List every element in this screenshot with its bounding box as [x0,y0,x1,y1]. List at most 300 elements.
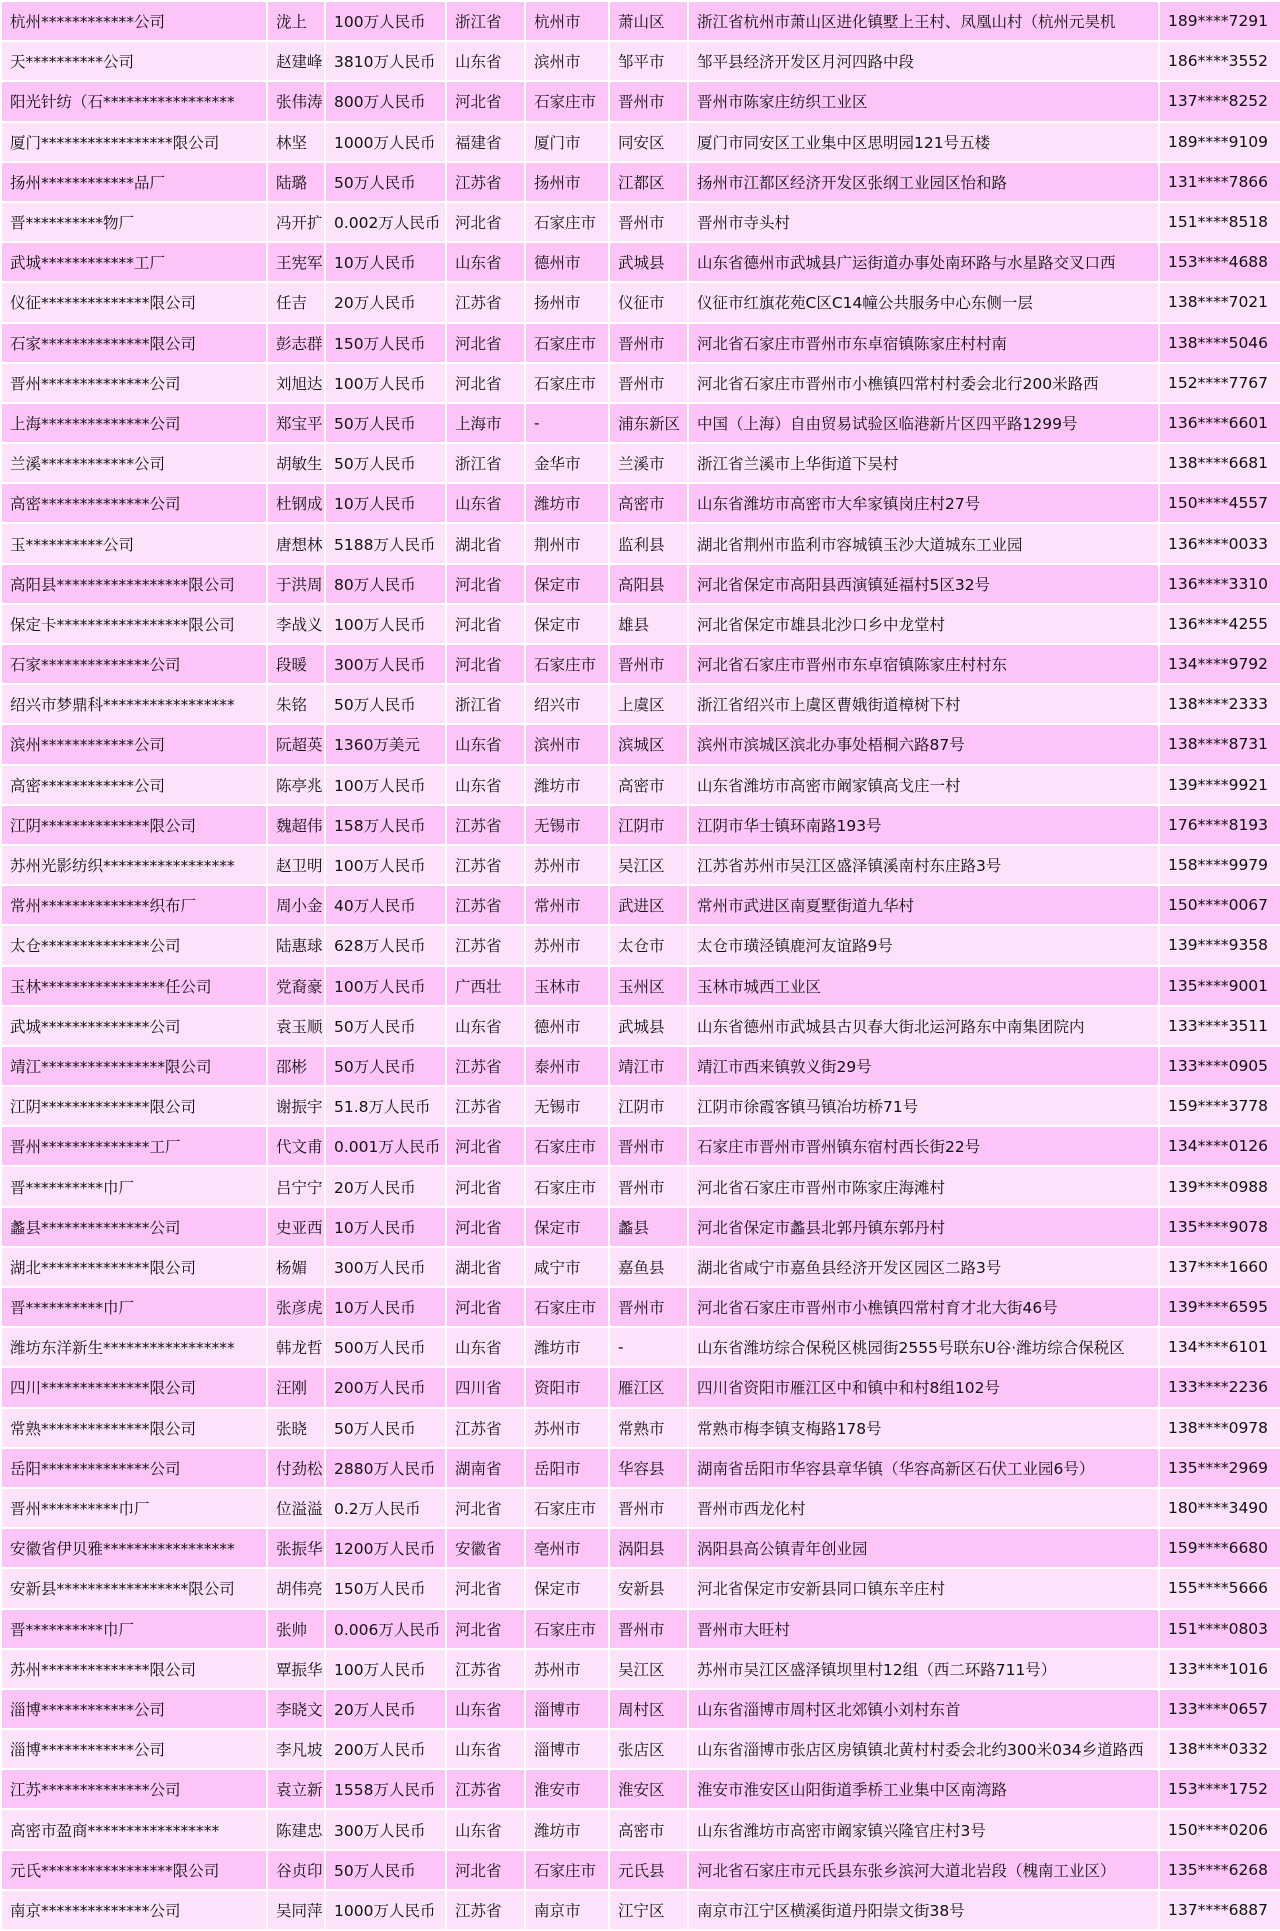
district-cell: 萧山区 [609,1,688,41]
contact-name-cell: 王宪军 [267,242,325,282]
district-cell: 高阳县 [609,564,688,604]
phone-cell: 134****6101 [1159,1327,1280,1367]
registered-capital-cell: 0.002万人民币 [325,202,446,242]
phone-cell: 138****0332 [1159,1729,1280,1769]
contact-name-cell: 张帅 [267,1609,325,1649]
company-name-cell: 晋州**************公司 [1,363,267,403]
phone-cell: 151****0803 [1159,1609,1280,1649]
contact-name-cell: 冯开扩 [267,202,325,242]
district-cell: 华容县 [609,1448,688,1488]
registered-capital-cell: 100万人民币 [325,765,446,805]
province-cell: 山东省 [446,1729,525,1769]
company-name-cell: 高阳县*****************限公司 [1,564,267,604]
contact-name-cell: 汪刚 [267,1367,325,1407]
province-cell: 江苏省 [446,162,525,202]
contact-name-cell: 袁立新 [267,1769,325,1809]
registered-capital-cell: 1558万人民币 [325,1769,446,1809]
city-cell: 潍坊市 [525,1327,609,1367]
city-cell: 潍坊市 [525,1809,609,1849]
table-row [1,1046,1280,1086]
phone-cell: 134****9792 [1159,644,1280,684]
contact-name-cell: 代文甫 [267,1126,325,1166]
province-cell: 四川省 [446,1367,525,1407]
province-cell: 浙江省 [446,684,525,724]
table-row [1,1247,1280,1287]
phone-cell: 150****0067 [1159,885,1280,925]
table-row [1,122,1280,162]
table-row [1,1207,1280,1247]
phone-cell: 158****9979 [1159,845,1280,885]
contact-name-cell: 吕宁宁 [267,1166,325,1206]
address-cell: 涡阳县高公镇青年创业园 [688,1528,1159,1568]
registered-capital-cell: 50万人民币 [325,1006,446,1046]
province-cell: 江苏省 [446,885,525,925]
province-cell: 山东省 [446,1327,525,1367]
phone-cell: 137****6887 [1159,1890,1280,1930]
city-cell: 石家庄市 [525,1609,609,1649]
address-cell: 湖南省岳阳市华容县章华镇（华容高新区石伏工业园6号） [688,1448,1159,1488]
province-cell: 山东省 [446,1006,525,1046]
address-cell: 四川省资阳市雁江区中和镇中和村8组102号 [688,1367,1159,1407]
district-cell: 滨城区 [609,724,688,764]
province-cell: 浙江省 [446,1,525,41]
table-row [1,1850,1280,1890]
phone-cell: 150****4557 [1159,483,1280,523]
district-cell: 晋州市 [609,363,688,403]
company-name-cell: 石家**************公司 [1,644,267,684]
company-name-cell: 安新县*****************限公司 [1,1568,267,1608]
company-name-cell: 淄博************公司 [1,1689,267,1729]
phone-cell: 138****5046 [1159,323,1280,363]
district-cell: - [609,1327,688,1367]
table-row [1,1488,1280,1528]
city-cell: 扬州市 [525,162,609,202]
address-cell: 扬州市江都区经济开发区张纲工业园区怡和路 [688,162,1159,202]
registered-capital-cell: 300万人民币 [325,1247,446,1287]
district-cell: 晋州市 [609,1166,688,1206]
contact-name-cell: 泷上 [267,1,325,41]
company-name-cell: 天**********公司 [1,41,267,81]
registered-capital-cell: 1000万人民币 [325,122,446,162]
phone-cell: 138****7021 [1159,282,1280,322]
province-cell: 湖北省 [446,1247,525,1287]
address-cell: 晋州市陈家庄纺织工业区 [688,81,1159,121]
address-cell: 河北省保定市高阳县西演镇延福村5区32号 [688,564,1159,604]
city-cell: 潍坊市 [525,483,609,523]
district-cell: 周村区 [609,1689,688,1729]
registered-capital-cell: 20万人民币 [325,1166,446,1206]
company-name-cell: 南京**************公司 [1,1890,267,1930]
contact-name-cell: 于洪周 [267,564,325,604]
phone-cell: 186****3552 [1159,41,1280,81]
company-name-cell: 晋**********巾厂 [1,1166,267,1206]
contact-name-cell: 位溢溢 [267,1488,325,1528]
company-name-cell: 晋**********巾厂 [1,1609,267,1649]
company-name-cell: 武城************工厂 [1,242,267,282]
district-cell: 晋州市 [609,1609,688,1649]
address-cell: 山东省潍坊市高密市阚家镇兴隆官庄村3号 [688,1809,1159,1849]
address-cell: 太仓市璜泾镇鹿河友谊路9号 [688,925,1159,965]
table-row [1,1689,1280,1729]
district-cell: 高密市 [609,765,688,805]
province-cell: 河北省 [446,1568,525,1608]
table-row [1,966,1280,1006]
province-cell: 河北省 [446,1126,525,1166]
table-row [1,242,1280,282]
address-cell: 晋州市西龙化村 [688,1488,1159,1528]
address-cell: 山东省潍坊市高密市大牟家镇岗庄村27号 [688,483,1159,523]
city-cell: 石家庄市 [525,1126,609,1166]
contact-name-cell: 邵彬 [267,1046,325,1086]
district-cell: 高密市 [609,1809,688,1849]
address-cell: 石家庄市晋州市晋州镇东宿村西长街22号 [688,1126,1159,1166]
city-cell: 潍坊市 [525,765,609,805]
contact-name-cell: 杜钢成 [267,483,325,523]
province-cell: 浙江省 [446,443,525,483]
address-cell: 山东省德州市武城县古贝春大街北运河路东中南集团院内 [688,1006,1159,1046]
company-name-cell: 滨州************公司 [1,724,267,764]
province-cell: 河北省 [446,363,525,403]
city-cell: 石家庄市 [525,202,609,242]
city-cell: 金华市 [525,443,609,483]
company-name-cell: 石家**************限公司 [1,323,267,363]
company-name-cell: 苏州**************限公司 [1,1649,267,1689]
phone-cell: 189****9109 [1159,122,1280,162]
province-cell: 广西壮 [446,966,525,1006]
address-cell: 玉林市城西工业区 [688,966,1159,1006]
district-cell: 晋州市 [609,1287,688,1327]
company-name-cell: 扬州************品厂 [1,162,267,202]
district-cell: 上虞区 [609,684,688,724]
phone-cell: 138****2333 [1159,684,1280,724]
registered-capital-cell: 3810万人民币 [325,41,446,81]
company-name-cell: 晋**********物厂 [1,202,267,242]
company-name-cell: 江阴**************限公司 [1,1086,267,1126]
contact-name-cell: 魏超伟 [267,805,325,845]
registered-capital-cell: 1000万人民币 [325,1890,446,1930]
address-cell: 邹平县经济开发区月河四路中段 [688,41,1159,81]
district-cell: 高密市 [609,483,688,523]
company-name-cell: 江苏**************公司 [1,1769,267,1809]
contact-name-cell: 覃振华 [267,1649,325,1689]
city-cell: 淄博市 [525,1689,609,1729]
province-cell: 山东省 [446,483,525,523]
registered-capital-cell: 0.001万人民币 [325,1126,446,1166]
registered-capital-cell: 300万人民币 [325,1809,446,1849]
address-cell: 江阴市华士镇环南路193号 [688,805,1159,845]
city-cell: 荆州市 [525,523,609,563]
province-cell: 河北省 [446,644,525,684]
city-cell: 无锡市 [525,805,609,845]
contact-name-cell: 陈亭兆 [267,765,325,805]
district-cell: 涡阳县 [609,1528,688,1568]
contact-name-cell: 张伟涛 [267,81,325,121]
city-cell: 滨州市 [525,724,609,764]
district-cell: 浦东新区 [609,403,688,443]
registered-capital-cell: 150万人民币 [325,323,446,363]
contact-name-cell: 郑宝平 [267,403,325,443]
district-cell: 兰溪市 [609,443,688,483]
registered-capital-cell: 50万人民币 [325,162,446,202]
city-cell: 保定市 [525,604,609,644]
phone-cell: 137****1660 [1159,1247,1280,1287]
address-cell: 滨州市滨城区滨北办事处梧桐六路87号 [688,724,1159,764]
district-cell: 雁江区 [609,1367,688,1407]
registered-capital-cell: 50万人民币 [325,1850,446,1890]
province-cell: 山东省 [446,724,525,764]
company-name-cell: 阳光针纺（石***************** [1,81,267,121]
address-cell: 常熟市梅李镇支梅路178号 [688,1408,1159,1448]
table-row [1,925,1280,965]
company-name-cell: 保定卡*****************限公司 [1,604,267,644]
table-row [1,724,1280,764]
phone-cell: 134****0126 [1159,1126,1280,1166]
phone-cell: 135****9078 [1159,1207,1280,1247]
district-cell: 监利县 [609,523,688,563]
address-cell: 仪征市红旗花苑C区C14幢公共服务中心东侧一层 [688,282,1159,322]
address-cell: 湖北省咸宁市嘉鱼县经济开发区园区二路3号 [688,1247,1159,1287]
city-cell: 德州市 [525,242,609,282]
registered-capital-cell: 20万人民币 [325,1689,446,1729]
table-row [1,1448,1280,1488]
company-name-cell: 岳阳**************公司 [1,1448,267,1488]
district-cell: 玉州区 [609,966,688,1006]
registered-capital-cell: 628万人民币 [325,925,446,965]
district-cell: 江阴市 [609,1086,688,1126]
table-row [1,403,1280,443]
province-cell: 河北省 [446,1850,525,1890]
city-cell: 咸宁市 [525,1247,609,1287]
phone-cell: 133****3511 [1159,1006,1280,1046]
province-cell: 河北省 [446,1488,525,1528]
contact-name-cell: 朱铭 [267,684,325,724]
city-cell: 滨州市 [525,41,609,81]
district-cell: 晋州市 [609,323,688,363]
province-cell: 河北省 [446,1287,525,1327]
phone-cell: 133****0905 [1159,1046,1280,1086]
province-cell: 河北省 [446,1166,525,1206]
city-cell: 厦门市 [525,122,609,162]
phone-cell: 133****0657 [1159,1689,1280,1729]
phone-cell: 152****7767 [1159,363,1280,403]
province-cell: 河北省 [446,1609,525,1649]
district-cell: 晋州市 [609,1126,688,1166]
phone-cell: 139****6595 [1159,1287,1280,1327]
address-cell: 江阴市徐霞客镇马镇冶坊桥71号 [688,1086,1159,1126]
address-cell: 中国（上海）自由贸易试验区临港新片区四平路1299号 [688,403,1159,443]
company-name-cell: 仪征**************限公司 [1,282,267,322]
company-name-cell: 安徽省伊贝雅***************** [1,1528,267,1568]
company-name-cell: 高密市盈商***************** [1,1809,267,1849]
table-row [1,845,1280,885]
table-row [1,1809,1280,1849]
address-cell: 山东省德州市武城县广运街道办事处南环路与水星路交叉口西 [688,242,1159,282]
city-cell: 南京市 [525,1890,609,1930]
contact-name-cell: 李战义 [267,604,325,644]
contact-name-cell: 周小金 [267,885,325,925]
contact-name-cell: 张振华 [267,1528,325,1568]
city-cell: 岳阳市 [525,1448,609,1488]
phone-cell: 133****1016 [1159,1649,1280,1689]
company-name-cell: 潍坊东洋新生***************** [1,1327,267,1367]
contact-name-cell: 张彦虎 [267,1287,325,1327]
address-cell: 淮安市淮安区山阳街道季桥工业集中区南湾路 [688,1769,1159,1809]
address-cell: 河北省保定市安新县同口镇东辛庄村 [688,1568,1159,1608]
phone-cell: 159****3778 [1159,1086,1280,1126]
address-cell: 河北省石家庄市元氏县东张乡滨河大道北岩段（槐南工业区） [688,1850,1159,1890]
district-cell: 常熟市 [609,1408,688,1448]
registered-capital-cell: 100万人民币 [325,363,446,403]
province-cell: 江苏省 [446,845,525,885]
address-cell: 苏州市吴江区盛泽镇坝里村12组（西二环路711号） [688,1649,1159,1689]
company-name-cell: 晋**********巾厂 [1,1287,267,1327]
district-cell: 江宁区 [609,1890,688,1930]
district-cell: 元氏县 [609,1850,688,1890]
contact-name-cell: 彭志群 [267,323,325,363]
company-name-cell: 太仓**************公司 [1,925,267,965]
province-cell: 山东省 [446,1689,525,1729]
registered-capital-cell: 5188万人民币 [325,523,446,563]
province-cell: 河北省 [446,202,525,242]
city-cell: 德州市 [525,1006,609,1046]
registered-capital-cell: 200万人民币 [325,1729,446,1769]
district-cell: 吴江区 [609,1649,688,1689]
company-name-cell: 晋州**************工厂 [1,1126,267,1166]
contact-name-cell: 陆惠球 [267,925,325,965]
contact-name-cell: 杨媚 [267,1247,325,1287]
district-cell: 靖江市 [609,1046,688,1086]
district-cell: 太仓市 [609,925,688,965]
district-cell: 晋州市 [609,202,688,242]
registered-capital-cell: 0.006万人民币 [325,1609,446,1649]
registered-capital-cell: 1360万美元 [325,724,446,764]
city-cell: 苏州市 [525,925,609,965]
district-cell: 张店区 [609,1729,688,1769]
phone-cell: 137****8252 [1159,81,1280,121]
table-row [1,684,1280,724]
registered-capital-cell: 10万人民币 [325,1207,446,1247]
province-cell: 江苏省 [446,1890,525,1930]
province-cell: 湖北省 [446,523,525,563]
registered-capital-cell: 50万人民币 [325,1046,446,1086]
registered-capital-cell: 10万人民币 [325,483,446,523]
company-name-cell: 苏州光影纺织***************** [1,845,267,885]
province-cell: 山东省 [446,242,525,282]
city-cell: 苏州市 [525,1408,609,1448]
registered-capital-cell: 300万人民币 [325,644,446,684]
city-cell: 亳州市 [525,1528,609,1568]
city-cell: 玉林市 [525,966,609,1006]
province-cell: 湖南省 [446,1448,525,1488]
address-cell: 山东省潍坊综合保税区桃园街2555号联东U谷·潍坊综合保税区 [688,1327,1159,1367]
phone-cell: 135****2969 [1159,1448,1280,1488]
district-cell: 仪征市 [609,282,688,322]
contact-name-cell: 唐想林 [267,523,325,563]
company-name-cell: 兰溪************公司 [1,443,267,483]
company-name-cell: 武城**************公司 [1,1006,267,1046]
address-cell: 南京市江宁区横溪街道丹阳崇文街38号 [688,1890,1159,1930]
district-cell: 晋州市 [609,81,688,121]
district-cell: 晋州市 [609,644,688,684]
registered-capital-cell: 50万人民币 [325,1408,446,1448]
company-name-cell: 湖北**************限公司 [1,1247,267,1287]
contact-name-cell: 谷贞印 [267,1850,325,1890]
phone-cell: 151****8518 [1159,202,1280,242]
province-cell: 河北省 [446,604,525,644]
phone-cell: 138****6681 [1159,443,1280,483]
registered-capital-cell: 100万人民币 [325,845,446,885]
city-cell: 常州市 [525,885,609,925]
city-cell: 石家庄市 [525,363,609,403]
contact-name-cell: 陆璐 [267,162,325,202]
table-row [1,202,1280,242]
registered-capital-cell: 100万人民币 [325,604,446,644]
contact-name-cell: 史亚西 [267,1207,325,1247]
registered-capital-cell: 50万人民币 [325,403,446,443]
province-cell: 山东省 [446,1809,525,1849]
address-cell: 河北省保定市雄县北沙口乡中龙堂村 [688,604,1159,644]
table-row [1,644,1280,684]
company-name-cell: 上海**************公司 [1,403,267,443]
province-cell: 山东省 [446,41,525,81]
province-cell: 山东省 [446,765,525,805]
contact-name-cell: 袁玉顺 [267,1006,325,1046]
district-cell: 同安区 [609,122,688,162]
contact-name-cell: 党裔豪 [267,966,325,1006]
table-row [1,1528,1280,1568]
district-cell: 淮安区 [609,1769,688,1809]
city-cell: 石家庄市 [525,1488,609,1528]
phone-cell: 189****7291 [1159,1,1280,41]
registered-capital-cell: 40万人民币 [325,885,446,925]
registered-capital-cell: 80万人民币 [325,564,446,604]
phone-cell: 131****7866 [1159,162,1280,202]
province-cell: 江苏省 [446,925,525,965]
contact-name-cell: 赵建峰 [267,41,325,81]
registered-capital-cell: 2880万人民币 [325,1448,446,1488]
province-cell: 江苏省 [446,1086,525,1126]
registered-capital-cell: 100万人民币 [325,1649,446,1689]
company-name-cell: 高密**************公司 [1,483,267,523]
address-cell: 河北省石家庄市晋州市小樵镇四常村育才北大街46号 [688,1287,1159,1327]
contact-name-cell: 李凡坡 [267,1729,325,1769]
district-cell: 安新县 [609,1568,688,1608]
address-cell: 常州市武进区南夏墅街道九华村 [688,885,1159,925]
table-row [1,483,1280,523]
district-cell: 邹平市 [609,41,688,81]
phone-cell: 153****4688 [1159,242,1280,282]
contact-name-cell: 刘旭达 [267,363,325,403]
contact-name-cell: 张晓 [267,1408,325,1448]
city-cell: 绍兴市 [525,684,609,724]
phone-cell: 180****3490 [1159,1488,1280,1528]
phone-cell: 150****0206 [1159,1809,1280,1849]
registered-capital-cell: 800万人民币 [325,81,446,121]
table-row [1,162,1280,202]
city-cell: 淄博市 [525,1729,609,1769]
district-cell: 晋州市 [609,1488,688,1528]
district-cell: 江都区 [609,162,688,202]
district-cell: 吴江区 [609,845,688,885]
district-cell: 江阴市 [609,805,688,845]
company-name-cell: 淄博************公司 [1,1729,267,1769]
city-cell: 保定市 [525,1207,609,1247]
address-cell: 浙江省兰溪市上华街道下吴村 [688,443,1159,483]
phone-cell: 139****9358 [1159,925,1280,965]
address-cell: 晋州市寺头村 [688,202,1159,242]
phone-cell: 136****6601 [1159,403,1280,443]
address-cell: 晋州市大旺村 [688,1609,1159,1649]
